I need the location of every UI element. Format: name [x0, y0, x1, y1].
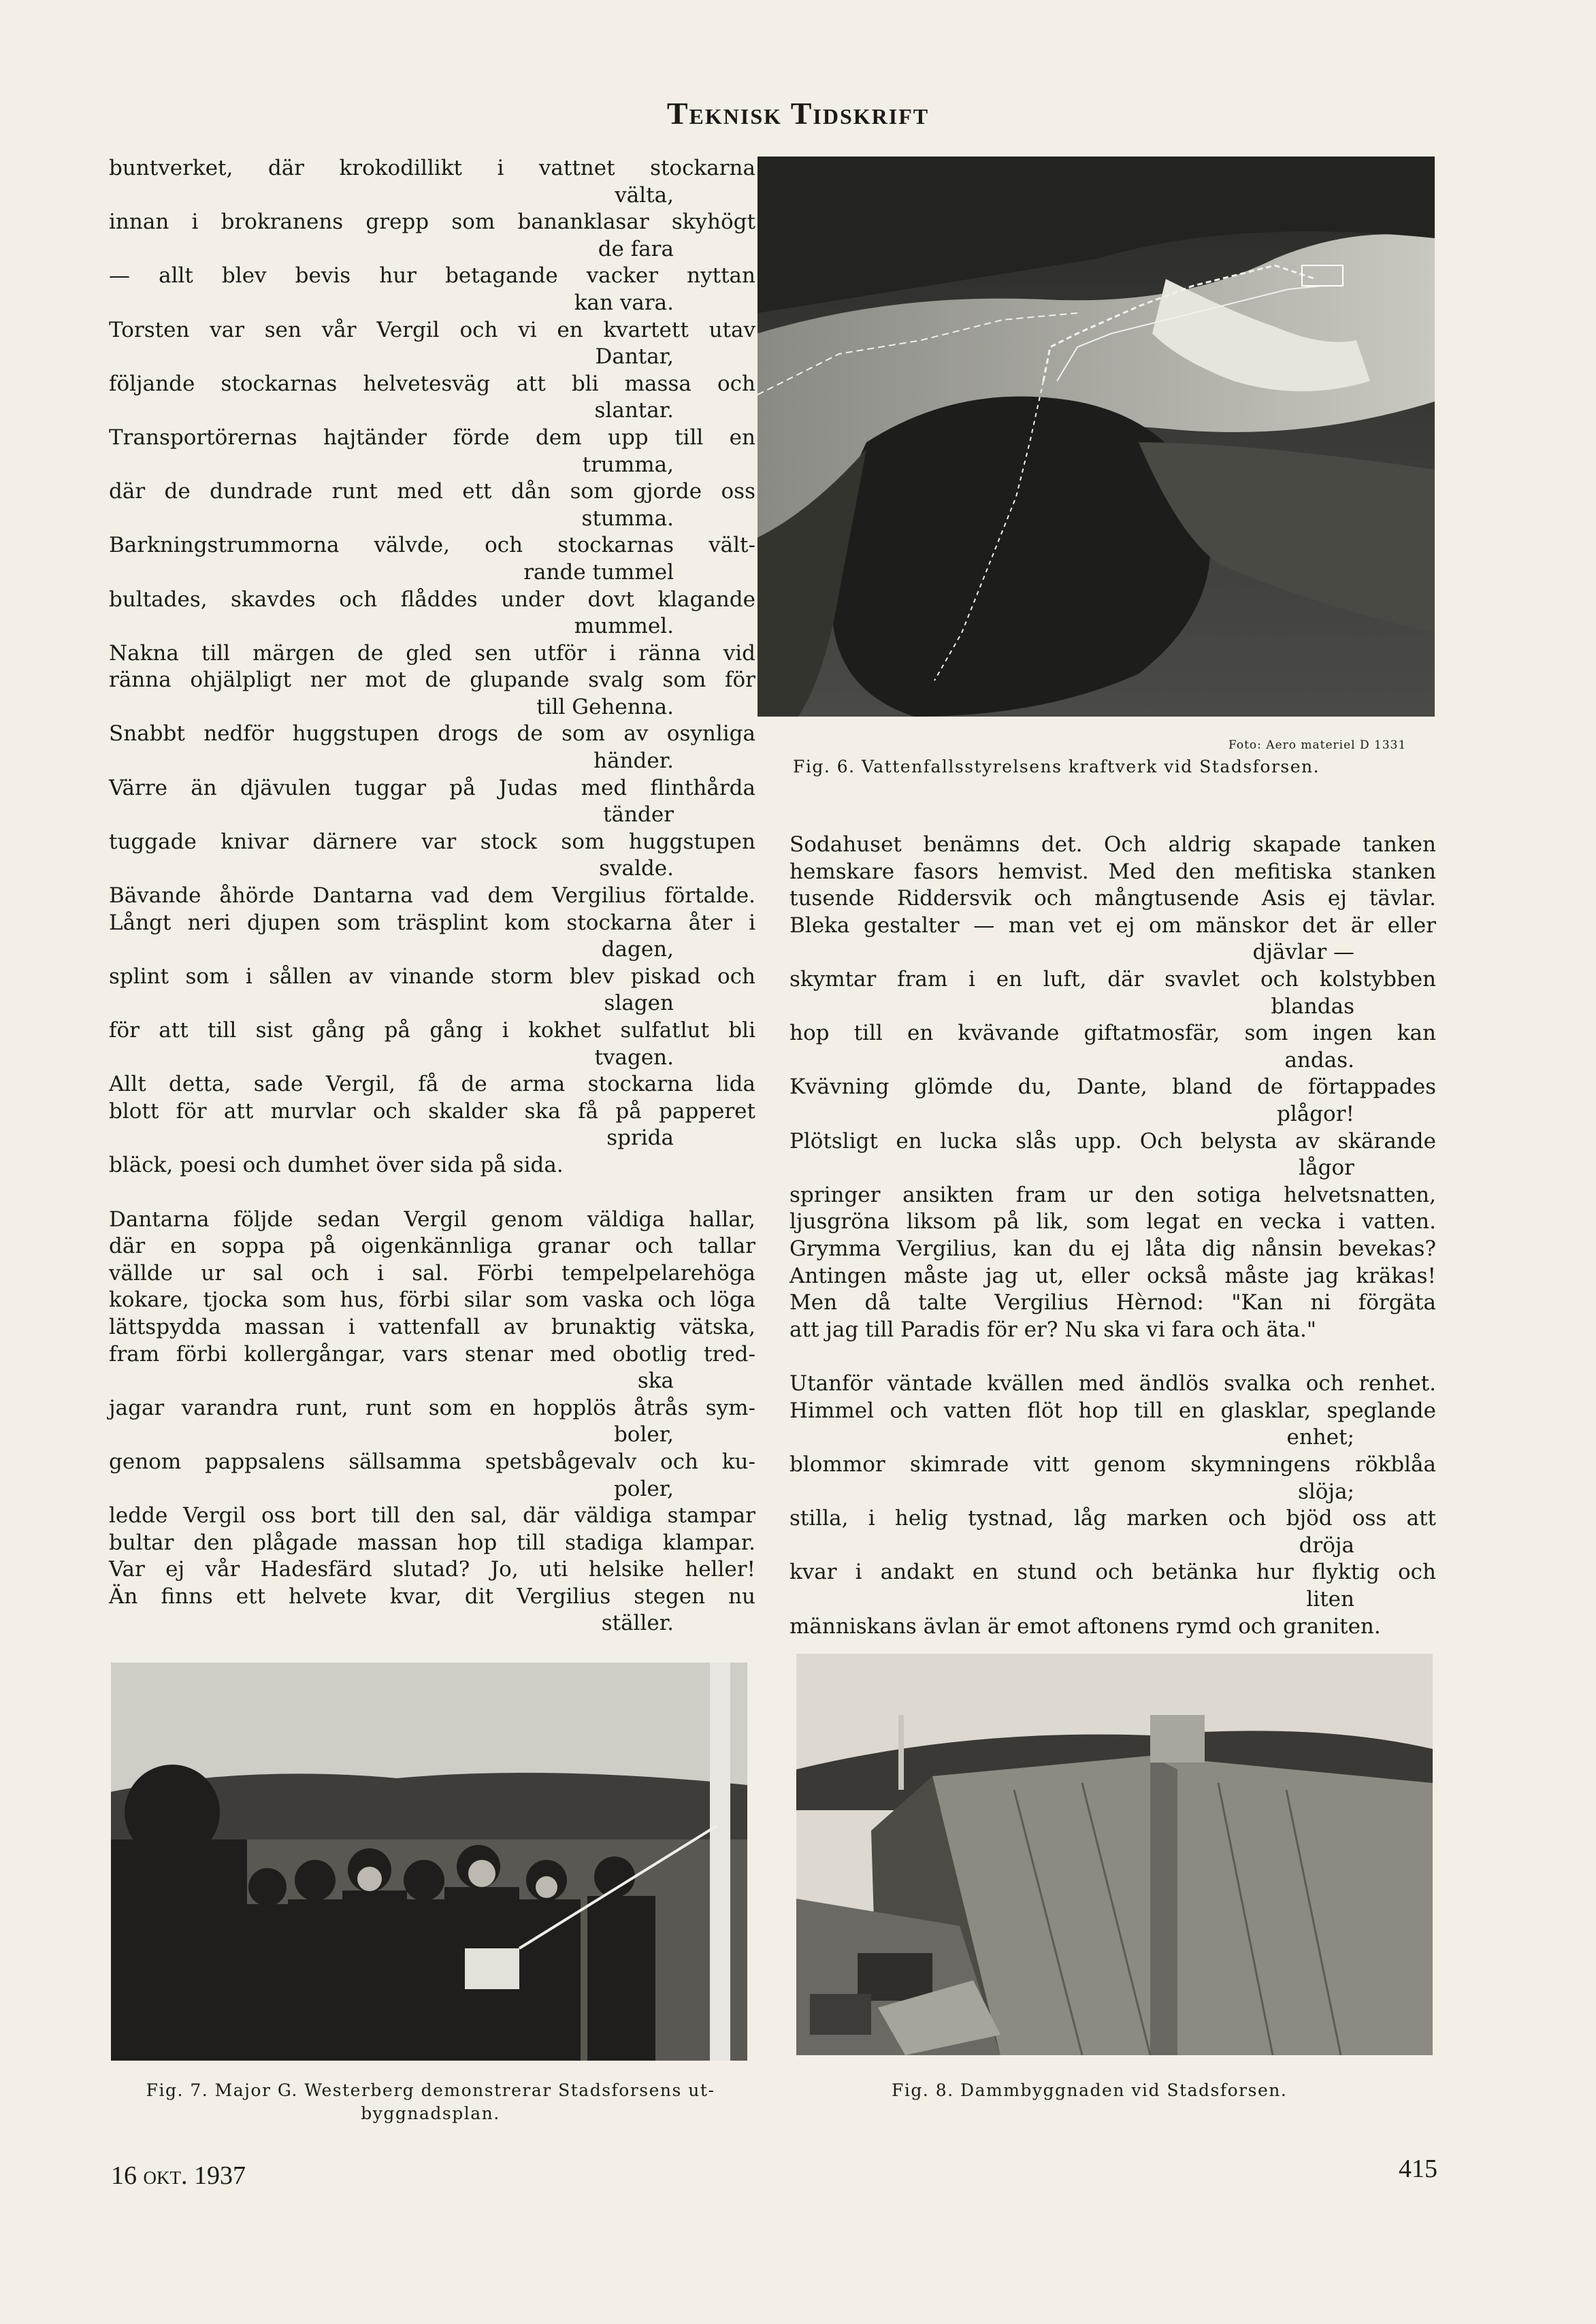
verse-line: bultar den plågade massan hop till stadiga klampar. — [109, 1530, 755, 1555]
verse-line-continuation: trumma, — [582, 452, 674, 477]
verse-line: stilla, i helig tystnad, låg marken och bjöd oss att — [789, 1506, 1436, 1531]
verse-line-continuation: svalde. — [599, 856, 674, 881]
verse-line: — allt blev bevis hur betagande vacker nyttan — [109, 263, 755, 289]
verse-line: springer ansikten fram ur den sotiga helvetsnatten, — [789, 1182, 1436, 1207]
verse-line: där de dundrade runt med ett dån som gjorde oss — [109, 479, 755, 504]
verse-line-continuation: mummel. — [574, 614, 674, 639]
verse-line: Snabbt nedför huggstupen drogs de som av osynliga — [109, 721, 755, 747]
verse-line: följande stockarnas helvetesväg att bli massa och — [109, 371, 755, 396]
verse-line: buntverket, där krokodillikt i vattnet stockarna — [109, 156, 755, 180]
verse-line: Utanför väntade kvällen med ändlös svalka och renhet. — [789, 1371, 1436, 1396]
verse-line: blommor skimrade vitt genom skymningens rökblåa — [789, 1452, 1436, 1477]
verse-line: vällde ur sal och i sal. Förbi tempelpelarehöga — [109, 1260, 755, 1286]
verse-line-continuation: plågor! — [1276, 1101, 1354, 1126]
verse-line-continuation: slantar. — [594, 398, 674, 423]
verse-line: hemskare fasors hemvist. Med den mefitiska stanken — [789, 859, 1436, 884]
fig8-dam-photo — [796, 1654, 1433, 2055]
verse-line: Långt neri djupen som träsplint kom stockarna åter i — [109, 910, 755, 935]
verse-line: blott för att murvlar och skalder ska få på papperet — [109, 1098, 755, 1124]
verse-line: människans ävlan är emot aftonens rymd och graniten. — [789, 1614, 1381, 1639]
verse-line-continuation: djävlar — — [1252, 940, 1354, 965]
verse-line-continuation: välta, — [615, 182, 674, 208]
verse-line: hop till en kvävande giftatmosfär, som ingen kan — [789, 1021, 1436, 1046]
left-column — [109, 155, 755, 1665]
verse-line: Antingen måste jag ut, eller också måste jag kräkas! — [789, 1263, 1436, 1288]
stanza — [109, 1207, 755, 1638]
verse-line-continuation: rande tummel — [523, 559, 674, 585]
verse-line: splint som i sållen av vinande storm blev piskad och — [109, 964, 755, 989]
stanza — [789, 1371, 1436, 1640]
verse-line: Kvävning glömde du, Dante, bland de förtappades — [789, 1075, 1436, 1100]
fig7-group-photo — [111, 1663, 747, 2061]
verse-line: bultades, skavdes och flåddes under dovt klagande — [109, 587, 755, 612]
verse-line-continuation: dröja — [1299, 1533, 1354, 1558]
fig6-aerial-photo — [758, 157, 1435, 717]
verse-line-continuation: tvagen. — [594, 1045, 674, 1070]
verse-line: jagar varandra runt, runt som en hopplös åtrås sym- — [109, 1395, 755, 1420]
verse-line-continuation: tänder — [603, 802, 674, 828]
fig7-caption-line1: Fig. 7. Major G. Westerberg demonstrerar Stadsforsens ut- — [146, 2080, 715, 2100]
verse-line-continuation: Dantar, — [595, 344, 674, 370]
verse-line: Transportörernas hajtänder förde dem upp till en — [109, 425, 755, 450]
verse-line-continuation: slöja; — [1297, 1479, 1354, 1504]
masthead: Teknisk Tidskrift — [666, 96, 930, 131]
fig8-caption: Fig. 8. Dammbyggnaden vid Stadsforsen. — [892, 2080, 1288, 2100]
verse-line-continuation: lågor — [1299, 1156, 1354, 1181]
verse-line: Sodahuset benämns det. Och aldrig skapade tanken — [789, 832, 1436, 857]
verse-line-continuation: slagen — [604, 991, 674, 1016]
verse-line: Himmel och vatten flöt hop till en glasklar, speglande — [789, 1398, 1436, 1423]
verse-line-continuation: poler, — [613, 1476, 674, 1501]
fig7-caption-line2: byggnadsplan. — [361, 2104, 500, 2123]
verse-line-continuation: ska — [637, 1369, 674, 1394]
verse-line-continuation: boler, — [613, 1422, 674, 1447]
fig6-caption: Fig. 6. Vattenfallsstyrelsens kraftverk vid Stadsforsen. — [793, 757, 1320, 776]
verse-line: ledde Vergil oss bort till den sal, där väldiga stampar — [109, 1503, 755, 1528]
verse-line: Allt detta, sade Vergil, få de arma stockarna lida — [109, 1072, 755, 1097]
verse-line-continuation: sprida — [606, 1126, 674, 1151]
verse-line-continuation: händer. — [593, 749, 674, 774]
footer-date: 16 okt. 1937 — [111, 2161, 246, 2190]
verse-line: att jag till Paradis för er? Nu ska vi fara och äta." — [789, 1317, 1317, 1342]
fig7-caption — [112, 2079, 749, 2125]
stanza — [109, 155, 755, 1179]
verse-line: fram förbi kollergångar, vars stenar med obotlig tred- — [109, 1341, 755, 1366]
verse-line: Än finns ett helvete kvar, dit Vergilius stegen nu — [109, 1584, 755, 1609]
verse-line: bläck, poesi och dumhet över sida på sida. — [109, 1152, 564, 1177]
verse-line: lättspydda massan i vattenfall av brunaktig vätska, — [109, 1314, 755, 1339]
verse-line: innan i brokranens grepp som bananklasar skyhögt — [109, 210, 755, 235]
verse-line: Bävande åhörde Dantarna vad dem Vergilius förtalde. — [109, 883, 755, 909]
verse-line-continuation: stumma. — [581, 506, 674, 531]
verse-line: Dantarna följde sedan Vergil genom väldiga hallar, — [109, 1207, 755, 1232]
verse-line: ränna ohjälpligt ner mot de glupande svalg som för — [109, 668, 755, 693]
verse-line: skymtar fram i en luft, där svavlet och kolstybben — [789, 966, 1436, 992]
right-column — [789, 832, 1436, 1667]
fig6-credit: Foto: Aero materiel D 1331 — [1228, 738, 1407, 752]
page-number: 415 — [1399, 2155, 1437, 2183]
verse-line-continuation: blandas — [1271, 994, 1354, 1019]
verse-line: tusende Riddersvik och mångtusende Asis ej tävlar. — [789, 886, 1436, 911]
verse-line-continuation: andas. — [1284, 1047, 1354, 1073]
verse-line: Värre än djävulen tuggar på Judas med flinthårda — [109, 775, 755, 800]
verse-line: Bleka gestalter — man vet ej om mänskor det är eller — [789, 913, 1436, 938]
verse-line: kvar i andakt en stund och betänka hur flyktig och — [789, 1560, 1436, 1585]
verse-line-continuation: enhet; — [1286, 1425, 1354, 1450]
verse-line: ljusgröna liksom på lik, som legat en vecka i vatten. — [789, 1209, 1436, 1234]
verse-line: Plötsligt en lucka slås upp. Och belysta av skärande — [789, 1128, 1436, 1153]
verse-line: genom pappsalens sällsamma spetsbågevalv och ku- — [109, 1449, 755, 1474]
verse-line-continuation: ställer. — [601, 1611, 674, 1636]
verse-line: Var ej vår Hadesfärd slutad? Jo, uti helsike heller! — [109, 1557, 755, 1582]
verse-line: Nakna till märgen de gled sen utför i ränna vid — [109, 640, 755, 666]
verse-line-continuation: liten — [1306, 1587, 1354, 1612]
verse-line: för att till sist gång på gång i kokhet sulfatlut bli — [109, 1018, 755, 1043]
verse-line-continuation: till Gehenna. — [536, 694, 674, 719]
verse-line: kokare, tjocka som hus, förbi silar som vaska och löga — [109, 1288, 755, 1313]
verse-line-continuation: de fara — [598, 236, 674, 261]
verse-line: Grymma Vergilius, kan du ej låta dig nånsin bevekas? — [789, 1236, 1436, 1261]
verse-line: där en soppa på oigenkännliga granar och tallar — [109, 1234, 755, 1259]
verse-line: tuggade knivar därnere var stock som huggstupen — [109, 829, 755, 854]
verse-line: Torsten var sen vår Vergil och vi en kvartett utav — [109, 317, 755, 342]
verse-line: Men då talte Vergilius Hèrnod: "Kan ni förgäta — [789, 1290, 1436, 1315]
verse-line-continuation: dagen, — [601, 937, 674, 962]
verse-line: Barkningstrummorna välvde, och stockarnas vält- — [109, 533, 755, 558]
stanza — [789, 832, 1436, 1343]
verse-line-continuation: kan vara. — [574, 290, 674, 315]
